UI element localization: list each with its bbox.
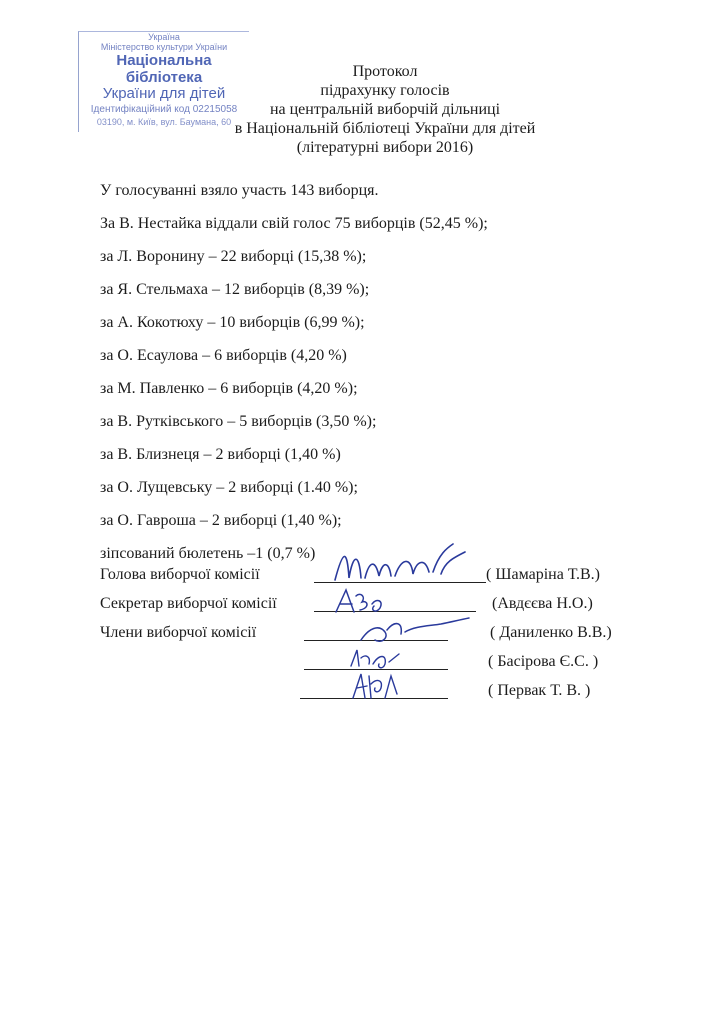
result-line: У голосуванні взяло участь 143 виборця. <box>100 182 379 199</box>
document-subtitle-3: в Національній бібліотеці України для дітей <box>234 120 536 137</box>
result-line: за О. Лущевську – 2 виборці (1.40 %); <box>100 479 358 496</box>
secretary-name: (Авдєєва Н.О.) <box>492 595 593 612</box>
stamp-address: 03190, м. Київ, вул. Баумана, 60 <box>96 117 232 127</box>
document-heading <box>180 62 590 157</box>
result-line: за О. Гавроша – 2 виборці (1,40 %); <box>100 512 342 529</box>
chair-name: ( Шамаріна Т.В.) <box>486 566 600 583</box>
result-line: за В. Рутківського – 5 виборців (3,50 %); <box>100 413 377 430</box>
member-2-name: ( Басірова Є.С. ) <box>488 653 599 670</box>
result-line: за О. Есаулова – 6 виборців (4,20 %) <box>100 347 347 364</box>
result-line: за Я. Стельмаха – 12 виборців (8,39 %); <box>100 281 370 298</box>
result-line: зіпсований бюлетень –1 (0,7 %) <box>100 545 316 562</box>
stamp-org-line2: України для дітей <box>102 85 226 102</box>
members-role: Члени виборчої комісії <box>100 624 257 641</box>
result-line: за Л. Воронину – 22 виборці (15,38 %); <box>100 248 367 265</box>
stamp-country: Україна <box>148 32 180 42</box>
result-line: за В. Близнеця – 2 виборці (1,40 %) <box>100 446 341 463</box>
document-subtitle: підрахунку голосів <box>320 82 450 99</box>
stamp-org-line1: Національна бібліотека <box>116 52 212 86</box>
member-3-name: ( Первак Т. В. ) <box>488 682 591 699</box>
secretary-role: Секретар виборчої комісії <box>100 595 277 612</box>
results-list <box>100 181 488 577</box>
stamp-ministry: Міністерство культури України <box>100 42 228 52</box>
document-title: Протокол <box>352 63 418 80</box>
stamp-id-code: Ідентифікаційний код 02215058 <box>90 104 238 115</box>
document-subtitle-4: (літературні вибори 2016) <box>296 139 474 156</box>
result-line: за А. Кокотюху – 10 виборців (6,99 %); <box>100 314 365 331</box>
document-subtitle-2: на центральній виборчій дільниці <box>269 101 501 118</box>
chair-role: Голова виборчої комісії <box>100 566 260 583</box>
member-1-name: ( Даниленко В.В.) <box>490 624 612 641</box>
chair-signature-mark <box>325 540 475 588</box>
member-3-signature-mark <box>345 668 405 704</box>
result-line: За В. Нестайка віддали свій голос 75 виборців (52,45 %); <box>100 215 488 232</box>
result-line: за М. Павленко – 6 виборців (4,20 %); <box>100 380 358 397</box>
